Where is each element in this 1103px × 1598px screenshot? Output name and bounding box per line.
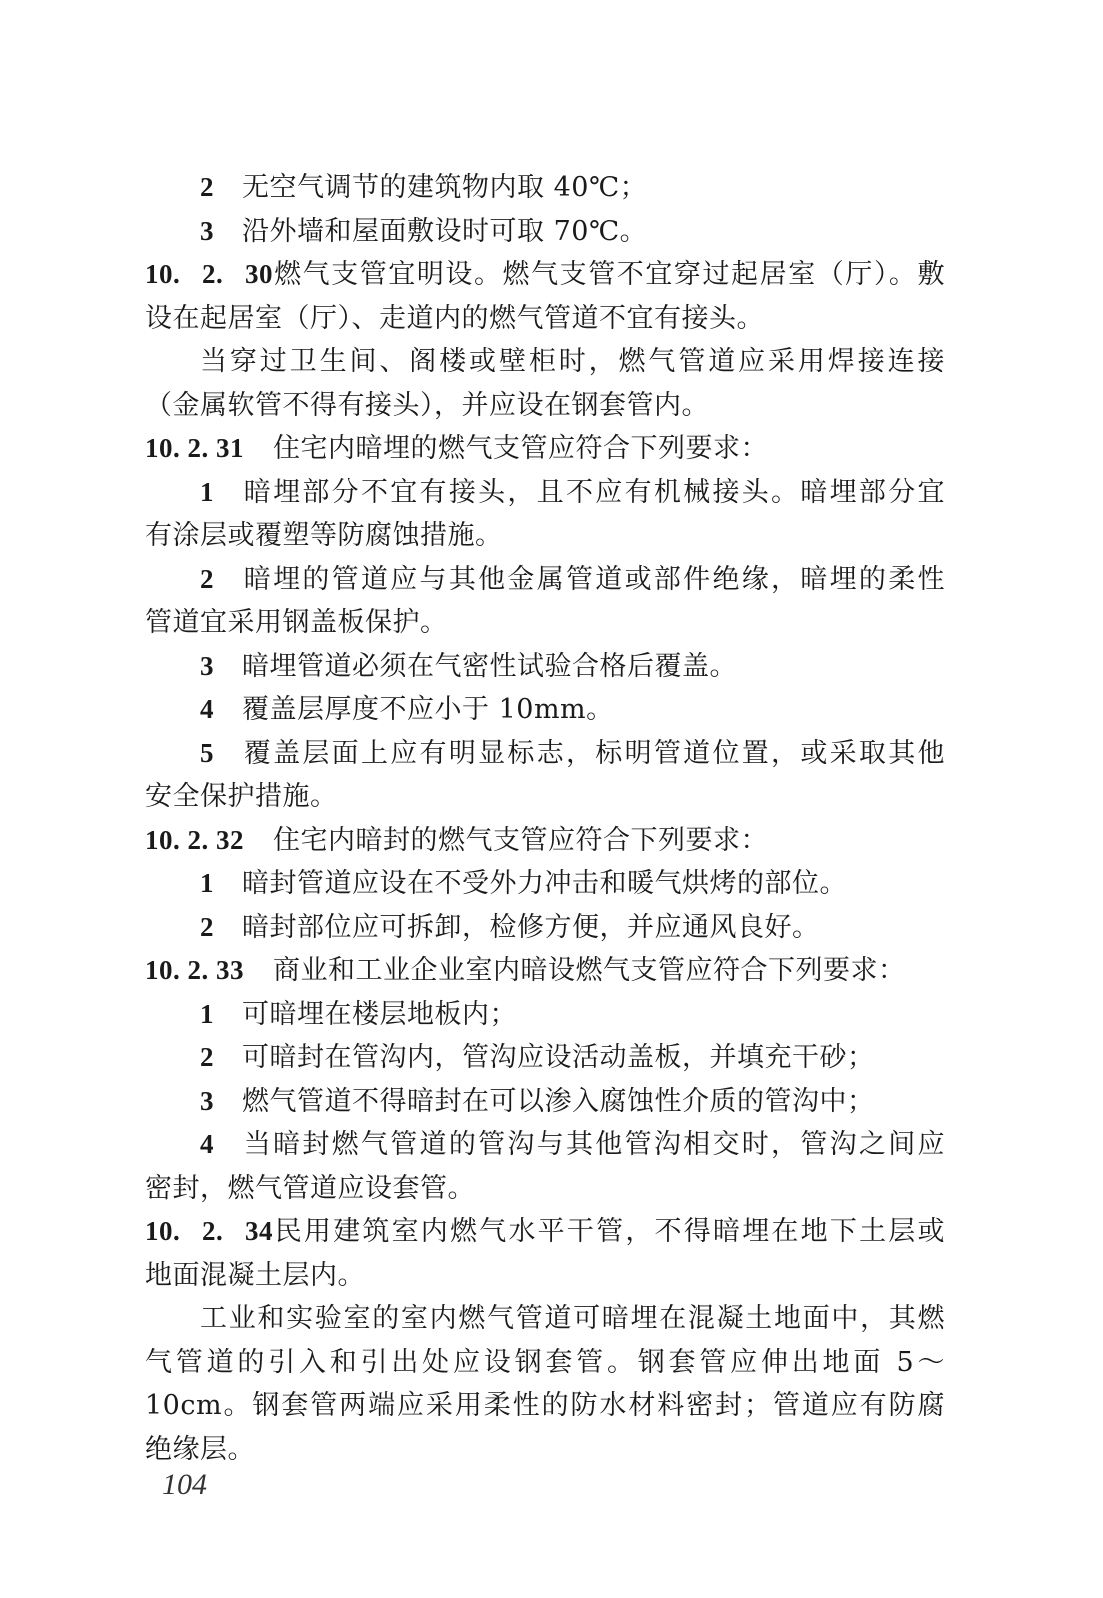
list-item [145, 688, 945, 732]
list-item [145, 645, 945, 689]
line-text: 住宅内暗封的燃气支管应符合下列要求： [273, 824, 768, 856]
line-text: 住宅内暗埋的燃气支管应符合下列要求： [273, 433, 768, 464]
line-text: 暗埋部分不宜有接头，且不应有机械接头。暗埋部分宜 [242, 476, 945, 508]
line-text: 燃气管道不得暗封在可以渗入腐蚀性介质的管沟中； [242, 1085, 875, 1117]
line-text: 暗封管道应设在不受外力冲击和暖气烘烤的部位。 [242, 868, 847, 899]
list-item [145, 906, 945, 950]
list-item [145, 1080, 945, 1124]
line-text: （金属软管不得有接头），并应设在钢套管内。 [145, 389, 709, 421]
text-line [145, 1167, 945, 1211]
clause-heading [145, 427, 945, 471]
line-text: 工业和实验室的室内燃气管道可暗埋在混凝土地面中，其燃 [200, 1303, 945, 1334]
line-text: 无空气调节的建筑物内取 40℃； [242, 172, 648, 203]
line-text: 绝缘层。 [145, 1433, 255, 1465]
line-text: 可暗埋在楼层地板内； [242, 998, 517, 1030]
clause-heading [145, 1210, 945, 1254]
clause-number: 10. 2. 32 [145, 824, 244, 855]
line-text: 暗埋的管道应与其他金属管道或部件绝缘，暗埋的柔性 [242, 563, 945, 595]
item-number: 3 [200, 650, 214, 681]
clause-heading [145, 253, 945, 297]
line-text: 有涂层或覆塑等防腐蚀措施。 [145, 520, 503, 551]
text-line [145, 1254, 945, 1298]
item-number: 4 [200, 694, 214, 724]
line-text: 当穿过卫生间、阁楼或壁柜时，燃气管道应采用焊接连接 [200, 346, 945, 377]
line-text: 地面混凝土层内。 [145, 1259, 365, 1291]
item-number: 1 [200, 998, 214, 1029]
list-item [145, 471, 945, 515]
paragraph-start [145, 1297, 945, 1341]
item-number: 2 [200, 172, 214, 202]
item-number: 3 [200, 1085, 214, 1116]
line-text: 10cm。钢套管两端应采用柔性的防水材料密封；管道应有防腐 [145, 1390, 945, 1421]
line-text: 覆盖层厚度不应小于 10mm。 [242, 694, 614, 725]
item-number: 5 [200, 737, 214, 768]
line-text: 可暗封在管沟内，管沟应设活动盖板，并填充干砂； [242, 1042, 875, 1073]
clause-number: 10. 2. 31 [145, 433, 244, 463]
list-item [145, 558, 945, 602]
clause-number: 10. 2. 33 [145, 955, 244, 985]
paragraph-start [145, 340, 945, 384]
text-line [145, 297, 945, 341]
list-item [145, 166, 945, 210]
list-item [145, 210, 945, 254]
line-text: 暗封部位应可拆卸，检修方便，并应通风良好。 [242, 911, 820, 943]
line-text: 民用建筑室内燃气水平干管，不得暗埋在地下土层或 [273, 1216, 945, 1247]
clause-heading [145, 819, 945, 863]
line-text: 设在起居室（厅）、走道内的燃气管道不宜有接头。 [145, 302, 764, 334]
text-line [145, 1341, 945, 1385]
clause-number: 10. 2. 34 [145, 1216, 273, 1246]
list-item [145, 862, 945, 906]
clause-heading [145, 949, 945, 993]
item-number: 2 [200, 563, 214, 594]
line-text: 气管道的引入和引出处应设钢套管。钢套管应伸出地面 5～ [145, 1346, 945, 1378]
list-item [145, 1123, 945, 1167]
list-item [145, 993, 945, 1037]
item-number: 1 [200, 868, 214, 898]
item-number: 4 [200, 1129, 214, 1159]
text-line [145, 1384, 945, 1428]
clause-number: 10. 2. 30 [145, 259, 273, 289]
item-number: 1 [200, 476, 214, 507]
line-text: 沿外墙和屋面敷设时可取 70℃。 [242, 215, 648, 247]
line-text: 暗埋管道必须在气密性试验合格后覆盖。 [242, 650, 737, 682]
page-number: 104 [162, 1468, 207, 1501]
text-line [145, 1428, 945, 1472]
line-text: 当暗封燃气管道的管沟与其他管沟相交时，管沟之间应 [242, 1129, 945, 1160]
text-line [145, 514, 945, 558]
line-text: 安全保护措施。 [145, 781, 338, 812]
text-line [145, 601, 945, 645]
text-line [145, 384, 945, 428]
line-text: 燃气支管宜明设。燃气支管不宜穿过起居室（厅）。敷 [273, 259, 945, 290]
item-number: 2 [200, 1042, 214, 1072]
item-number: 3 [200, 215, 214, 246]
text-line [145, 775, 945, 819]
list-item [145, 1036, 945, 1080]
list-item [145, 732, 945, 776]
body-text [145, 166, 945, 1471]
line-text: 覆盖层面上应有明显标志，标明管道位置，或采取其他 [242, 737, 945, 769]
line-text: 商业和工业企业室内暗设燃气支管应符合下列要求： [273, 955, 906, 986]
item-number: 2 [200, 911, 214, 942]
line-text: 管道宜采用钢盖板保护。 [145, 607, 448, 638]
line-text: 密封，燃气管道应设套管。 [145, 1172, 475, 1204]
